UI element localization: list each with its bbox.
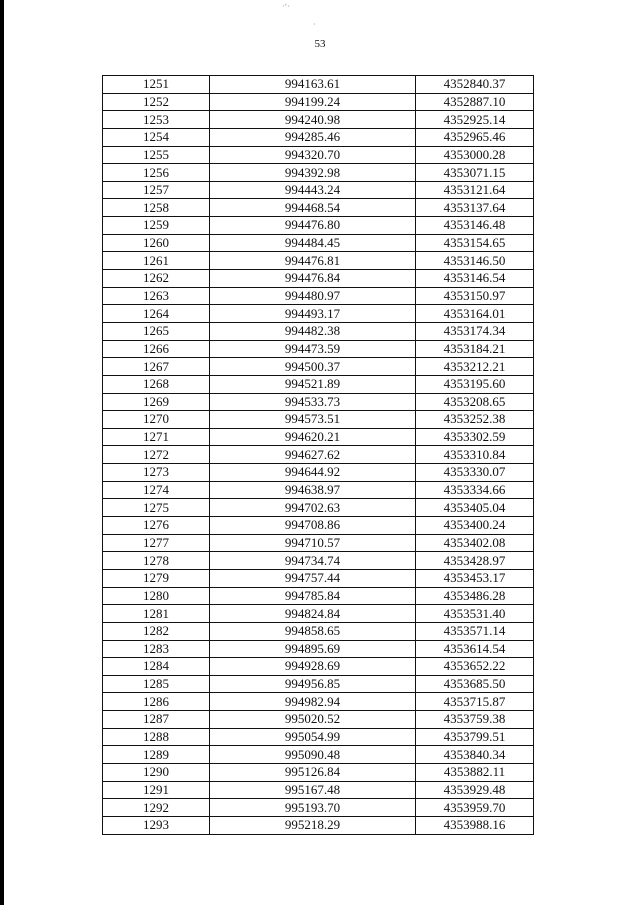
x-coordinate-cell: 994484.45 <box>210 234 416 252</box>
point-number-cell: 1255 <box>103 146 210 164</box>
page-number: 53 <box>314 38 326 50</box>
point-number-cell: 1287 <box>103 711 210 729</box>
point-number-cell: 1268 <box>103 375 210 393</box>
coordinates-table-body <box>103 76 534 835</box>
x-coordinate-cell: 994627.62 <box>210 446 416 464</box>
x-coordinate-cell: 994928.69 <box>210 658 416 676</box>
y-coordinate-cell: 4353146.54 <box>416 270 534 288</box>
x-coordinate-cell: 994392.98 <box>210 164 416 182</box>
x-coordinate-cell: 994480.97 <box>210 287 416 305</box>
y-coordinate-cell: 4353715.87 <box>416 693 534 711</box>
point-number-cell: 1257 <box>103 181 210 199</box>
point-number-cell: 1290 <box>103 763 210 781</box>
table-row <box>103 481 534 499</box>
point-number-cell: 1267 <box>103 358 210 376</box>
x-coordinate-cell: 994199.24 <box>210 93 416 111</box>
y-coordinate-cell: 4353330.07 <box>416 464 534 482</box>
point-number-cell: 1285 <box>103 675 210 693</box>
table-row <box>103 746 534 764</box>
table-row <box>103 270 534 288</box>
y-coordinate-cell: 4353150.97 <box>416 287 534 305</box>
x-coordinate-cell: 994956.85 <box>210 675 416 693</box>
table-row <box>103 111 534 129</box>
y-coordinate-cell: 4353208.65 <box>416 393 534 411</box>
x-coordinate-cell: 994521.89 <box>210 375 416 393</box>
point-number-cell: 1276 <box>103 517 210 535</box>
table-row <box>103 164 534 182</box>
point-number-cell: 1259 <box>103 217 210 235</box>
y-coordinate-cell: 4352840.37 <box>416 76 534 94</box>
y-coordinate-cell: 4353486.28 <box>416 587 534 605</box>
table-row <box>103 640 534 658</box>
y-coordinate-cell: 4353614.54 <box>416 640 534 658</box>
table-row <box>103 799 534 817</box>
scan-edge-bar <box>0 0 4 905</box>
y-coordinate-cell: 4353988.16 <box>416 816 534 834</box>
table-row <box>103 658 534 676</box>
y-coordinate-cell: 4353164.01 <box>416 305 534 323</box>
x-coordinate-cell: 994473.59 <box>210 340 416 358</box>
scan-speck: · <box>313 20 316 29</box>
y-coordinate-cell: 4353685.50 <box>416 675 534 693</box>
point-number-cell: 1278 <box>103 552 210 570</box>
point-number-cell: 1263 <box>103 287 210 305</box>
point-number-cell: 1292 <box>103 799 210 817</box>
point-number-cell: 1289 <box>103 746 210 764</box>
point-number-cell: 1261 <box>103 252 210 270</box>
y-coordinate-cell: 4353252.38 <box>416 411 534 429</box>
point-number-cell: 1293 <box>103 816 210 834</box>
x-coordinate-cell: 994443.24 <box>210 181 416 199</box>
point-number-cell: 1270 <box>103 411 210 429</box>
point-number-cell: 1274 <box>103 481 210 499</box>
table-row <box>103 675 534 693</box>
y-coordinate-cell: 4353195.60 <box>416 375 534 393</box>
point-number-cell: 1272 <box>103 446 210 464</box>
x-coordinate-cell: 995054.99 <box>210 728 416 746</box>
table-row <box>103 816 534 834</box>
y-coordinate-cell: 4353652.22 <box>416 658 534 676</box>
table-row <box>103 569 534 587</box>
scan-speck: ·ʻ· <box>282 2 290 11</box>
y-coordinate-cell: 4353402.08 <box>416 534 534 552</box>
table-row <box>103 781 534 799</box>
table-row <box>103 605 534 623</box>
y-coordinate-cell: 4353428.97 <box>416 552 534 570</box>
x-coordinate-cell: 994285.46 <box>210 128 416 146</box>
x-coordinate-cell: 994163.61 <box>210 76 416 94</box>
x-coordinate-cell: 994710.57 <box>210 534 416 552</box>
point-number-cell: 1281 <box>103 605 210 623</box>
x-coordinate-cell: 995020.52 <box>210 711 416 729</box>
point-number-cell: 1288 <box>103 728 210 746</box>
y-coordinate-cell: 4353959.70 <box>416 799 534 817</box>
x-coordinate-cell: 994476.84 <box>210 270 416 288</box>
point-number-cell: 1283 <box>103 640 210 658</box>
table-row <box>103 446 534 464</box>
x-coordinate-cell: 994493.17 <box>210 305 416 323</box>
y-coordinate-cell: 4353154.65 <box>416 234 534 252</box>
y-coordinate-cell: 4353759.38 <box>416 711 534 729</box>
point-number-cell: 1266 <box>103 340 210 358</box>
y-coordinate-cell: 4353840.34 <box>416 746 534 764</box>
table-row <box>103 622 534 640</box>
x-coordinate-cell: 994858.65 <box>210 622 416 640</box>
y-coordinate-cell: 4353000.28 <box>416 146 534 164</box>
point-number-cell: 1269 <box>103 393 210 411</box>
y-coordinate-cell: 4353146.50 <box>416 252 534 270</box>
table-row <box>103 252 534 270</box>
table-row <box>103 393 534 411</box>
y-coordinate-cell: 4353531.40 <box>416 605 534 623</box>
y-coordinate-cell: 4353184.21 <box>416 340 534 358</box>
y-coordinate-cell: 4352965.46 <box>416 128 534 146</box>
x-coordinate-cell: 994573.51 <box>210 411 416 429</box>
x-coordinate-cell: 994785.84 <box>210 587 416 605</box>
point-number-cell: 1252 <box>103 93 210 111</box>
x-coordinate-cell: 994476.80 <box>210 217 416 235</box>
point-number-cell: 1260 <box>103 234 210 252</box>
y-coordinate-cell: 4353121.64 <box>416 181 534 199</box>
table-row <box>103 499 534 517</box>
x-coordinate-cell: 994757.44 <box>210 569 416 587</box>
point-number-cell: 1282 <box>103 622 210 640</box>
y-coordinate-cell: 4353302.59 <box>416 428 534 446</box>
y-coordinate-cell: 4353929.48 <box>416 781 534 799</box>
point-number-cell: 1291 <box>103 781 210 799</box>
y-coordinate-cell: 4353146.48 <box>416 217 534 235</box>
table-row <box>103 763 534 781</box>
y-coordinate-cell: 4353799.51 <box>416 728 534 746</box>
table-row <box>103 411 534 429</box>
point-number-cell: 1258 <box>103 199 210 217</box>
x-coordinate-cell: 995193.70 <box>210 799 416 817</box>
x-coordinate-cell: 994638.97 <box>210 481 416 499</box>
point-number-cell: 1284 <box>103 658 210 676</box>
table-row <box>103 93 534 111</box>
x-coordinate-cell: 994734.74 <box>210 552 416 570</box>
table-row <box>103 375 534 393</box>
x-coordinate-cell: 994468.54 <box>210 199 416 217</box>
point-number-cell: 1262 <box>103 270 210 288</box>
point-number-cell: 1265 <box>103 322 210 340</box>
x-coordinate-cell: 995126.84 <box>210 763 416 781</box>
table-row <box>103 199 534 217</box>
point-number-cell: 1279 <box>103 569 210 587</box>
coordinates-table <box>102 75 534 835</box>
x-coordinate-cell: 994824.84 <box>210 605 416 623</box>
table-row <box>103 322 534 340</box>
x-coordinate-cell: 994702.63 <box>210 499 416 517</box>
point-number-cell: 1275 <box>103 499 210 517</box>
x-coordinate-cell: 994482.38 <box>210 322 416 340</box>
x-coordinate-cell: 994320.70 <box>210 146 416 164</box>
y-coordinate-cell: 4353334.66 <box>416 481 534 499</box>
table-row <box>103 464 534 482</box>
table-row <box>103 693 534 711</box>
table-row <box>103 305 534 323</box>
y-coordinate-cell: 4353310.84 <box>416 446 534 464</box>
table-row <box>103 534 534 552</box>
table-row <box>103 340 534 358</box>
point-number-cell: 1271 <box>103 428 210 446</box>
point-number-cell: 1273 <box>103 464 210 482</box>
table-row <box>103 428 534 446</box>
x-coordinate-cell: 994644.92 <box>210 464 416 482</box>
table-row <box>103 587 534 605</box>
y-coordinate-cell: 4353071.15 <box>416 164 534 182</box>
point-number-cell: 1254 <box>103 128 210 146</box>
table-row <box>103 128 534 146</box>
x-coordinate-cell: 995167.48 <box>210 781 416 799</box>
x-coordinate-cell: 994240.98 <box>210 111 416 129</box>
y-coordinate-cell: 4353137.64 <box>416 199 534 217</box>
table-row <box>103 711 534 729</box>
table-row <box>103 287 534 305</box>
table-row <box>103 358 534 376</box>
point-number-cell: 1286 <box>103 693 210 711</box>
y-coordinate-cell: 4353212.21 <box>416 358 534 376</box>
table-row <box>103 517 534 535</box>
table-row <box>103 552 534 570</box>
point-number-cell: 1277 <box>103 534 210 552</box>
table-row <box>103 234 534 252</box>
table-row <box>103 217 534 235</box>
table-row <box>103 181 534 199</box>
x-coordinate-cell: 995218.29 <box>210 816 416 834</box>
x-coordinate-cell: 994500.37 <box>210 358 416 376</box>
point-number-cell: 1280 <box>103 587 210 605</box>
x-coordinate-cell: 994533.73 <box>210 393 416 411</box>
y-coordinate-cell: 4353571.14 <box>416 622 534 640</box>
table-row <box>103 146 534 164</box>
y-coordinate-cell: 4352925.14 <box>416 111 534 129</box>
x-coordinate-cell: 994620.21 <box>210 428 416 446</box>
x-coordinate-cell: 994982.94 <box>210 693 416 711</box>
x-coordinate-cell: 995090.48 <box>210 746 416 764</box>
y-coordinate-cell: 4353174.34 <box>416 322 534 340</box>
y-coordinate-cell: 4353882.11 <box>416 763 534 781</box>
y-coordinate-cell: 4353453.17 <box>416 569 534 587</box>
x-coordinate-cell: 994476.81 <box>210 252 416 270</box>
y-coordinate-cell: 4353405.04 <box>416 499 534 517</box>
point-number-cell: 1253 <box>103 111 210 129</box>
x-coordinate-cell: 994708.86 <box>210 517 416 535</box>
point-number-cell: 1256 <box>103 164 210 182</box>
y-coordinate-cell: 4352887.10 <box>416 93 534 111</box>
point-number-cell: 1264 <box>103 305 210 323</box>
table-row <box>103 76 534 94</box>
y-coordinate-cell: 4353400.24 <box>416 517 534 535</box>
table-row <box>103 728 534 746</box>
point-number-cell: 1251 <box>103 76 210 94</box>
x-coordinate-cell: 994895.69 <box>210 640 416 658</box>
